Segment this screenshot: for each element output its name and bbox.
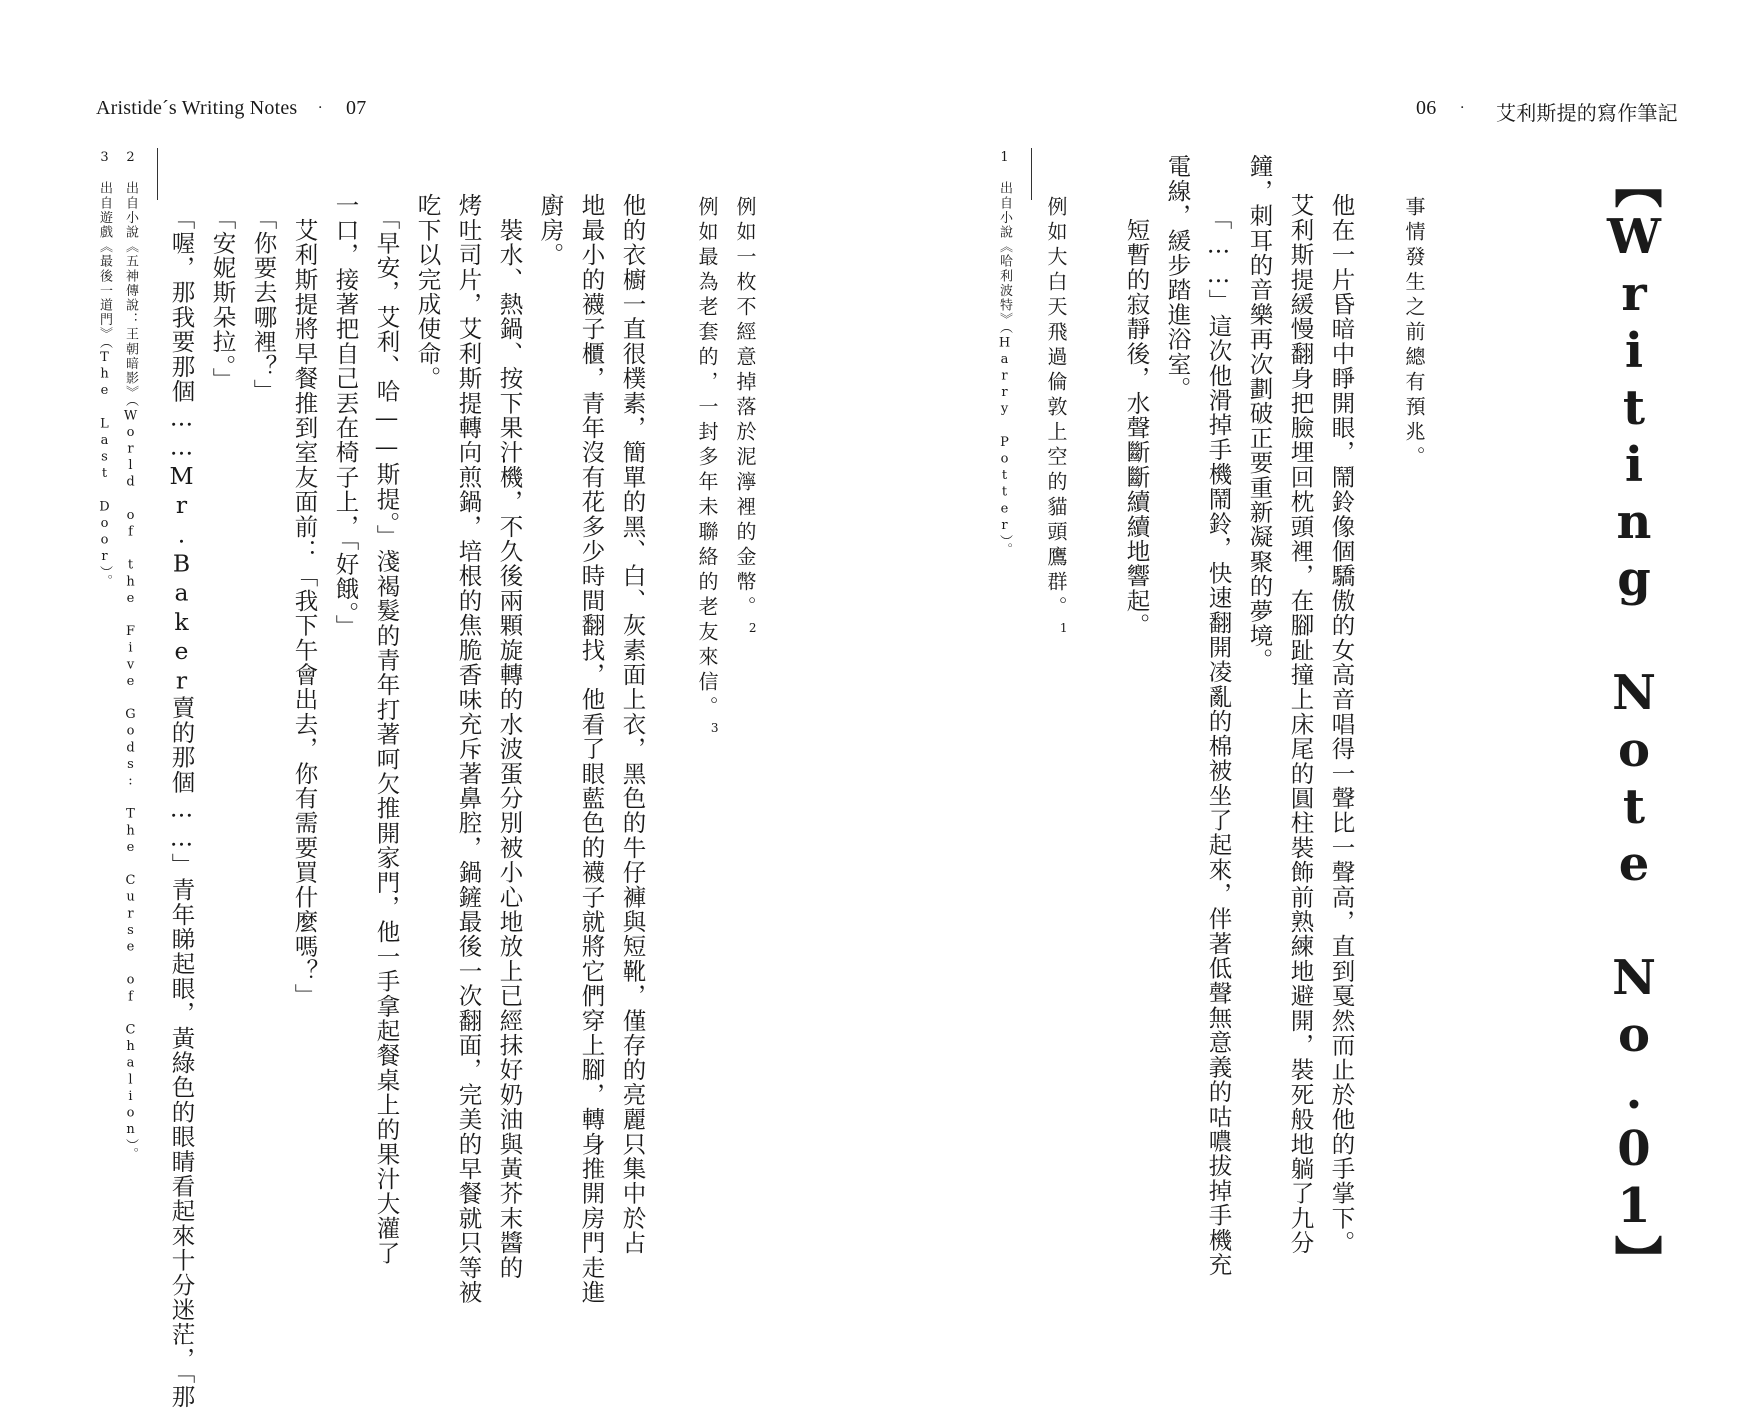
- running-head-title: 艾利斯提的寫作筆記: [1496, 101, 1678, 125]
- page-number: 07: [346, 97, 367, 119]
- footnote-rule: [1031, 148, 1032, 200]
- body-column: 「早安，艾利、哈——斯提。」淺褐髮的青年打著呵欠推開家門，他一手拿起餐桌上的果汁大灌了: [372, 193, 401, 1266]
- body-column: 電線，緩步踏進浴室。: [1163, 154, 1192, 401]
- running-head-title: Aristide´s Writing Notes: [96, 97, 298, 119]
- body-column: 鐘，刺耳的音樂再次劃破正要重新凝聚的夢境。: [1245, 154, 1274, 673]
- footnote: 2 出自小說《五神傳說：王朝暗影》（World of the Five Gods: The Curse of Chalion）。: [123, 150, 138, 1162]
- running-head-dot: ·: [318, 100, 323, 116]
- body-column: 短暫的寂靜後，水聲斷斷續續地響起。: [1122, 193, 1151, 638]
- example-line: 例如一枚不經意掉落於泥濘裡的金幣。$^2$: [733, 196, 760, 640]
- body-column: 艾利斯提緩慢翻身把臉埋回枕頭裡，在腳趾撞上床尾的圓柱裝飾前熟練地避開，裝死般地躺了九分: [1286, 193, 1315, 1256]
- right-page: [874, 0, 1748, 1284]
- body-column: 廚房。: [536, 193, 565, 268]
- intro-example: 事情發生之前總有預兆。: [1402, 196, 1426, 471]
- footnote-ref: 2: [745, 621, 760, 640]
- body-column: 「喔，那我要那個……Mr.Baker賣的那個……」青年睇起眼，黃綠色的眼睛看起來十分迷茫，「那: [167, 193, 196, 1409]
- body-column: 「你要去哪裡？」: [249, 193, 278, 404]
- body-column: 一口，接著把自己丟在椅子上，「好餓。」: [331, 193, 360, 639]
- body-column: 地最小的襪子櫃，青年沒有花多少時間翻找，他看了眼藍色的襪子就將它們穿上腳，轉身推開房門走進: [577, 193, 606, 1305]
- body-column: 「安妮斯朵拉。」: [208, 193, 237, 392]
- example-line: 例如大白天飛過倫敦上空的貓頭鷹群。$^1$: [1044, 196, 1071, 640]
- footnote-number: 2: [123, 150, 138, 167]
- footnote: 3 出自遊戲《最後一道門》（The Last Door）。: [97, 150, 112, 589]
- chapter-title: 【Writing Note No.01】: [1606, 160, 1662, 1284]
- footnote-ref: 1: [1056, 621, 1071, 640]
- running-head-dot: ·: [1460, 100, 1465, 116]
- body-column: 他在一片昏暗中睜開眼，鬧鈴像個驕傲的女高音唱得一聲比一聲高，直到戛然而止於他的手掌下。: [1327, 193, 1356, 1256]
- footnote: 1 出自小說《哈利波特》（Harry Potter）。: [997, 150, 1012, 558]
- footnote-number: 1: [997, 150, 1012, 167]
- footnote-rule: [157, 148, 158, 200]
- body-column: 烤吐司片，艾利斯提轉向煎鍋，培根的焦脆香味充斥著鼻腔，鍋鏟最後一次翻面，完美的早餐就只等被: [454, 193, 483, 1305]
- body-column: 他的衣櫥一直很樸素，簡單的黑、白、灰素面上衣，黑色的牛仔褲與短靴，僅存的亮麗只集中於占: [618, 193, 647, 1256]
- body-column: 「……」這次他滑掉手機鬧鈴，快速翻開凌亂的棉被坐了起來，伴著低聲無意義的咕噥拔掉手機充: [1204, 193, 1233, 1278]
- body-column: 裝水、熱鍋、按下果汁機，不久後兩顆旋轉的水波蛋分別被小心地放上已經抹好奶油與黃芥末醬的: [495, 193, 524, 1280]
- footnote-number: 3: [97, 150, 112, 167]
- page-number: 06: [1416, 97, 1437, 119]
- footnote-ref: 3: [707, 721, 722, 740]
- body-column: 艾利斯提將早餐推到室友面前：「我下午會出去，你有需要買什麼嗎？」: [290, 193, 319, 1009]
- example-line: 例如最為老套的，一封多年未聯絡的老友來信。$^3$: [695, 196, 722, 740]
- body-column: 吃下以完成使命。: [413, 193, 442, 391]
